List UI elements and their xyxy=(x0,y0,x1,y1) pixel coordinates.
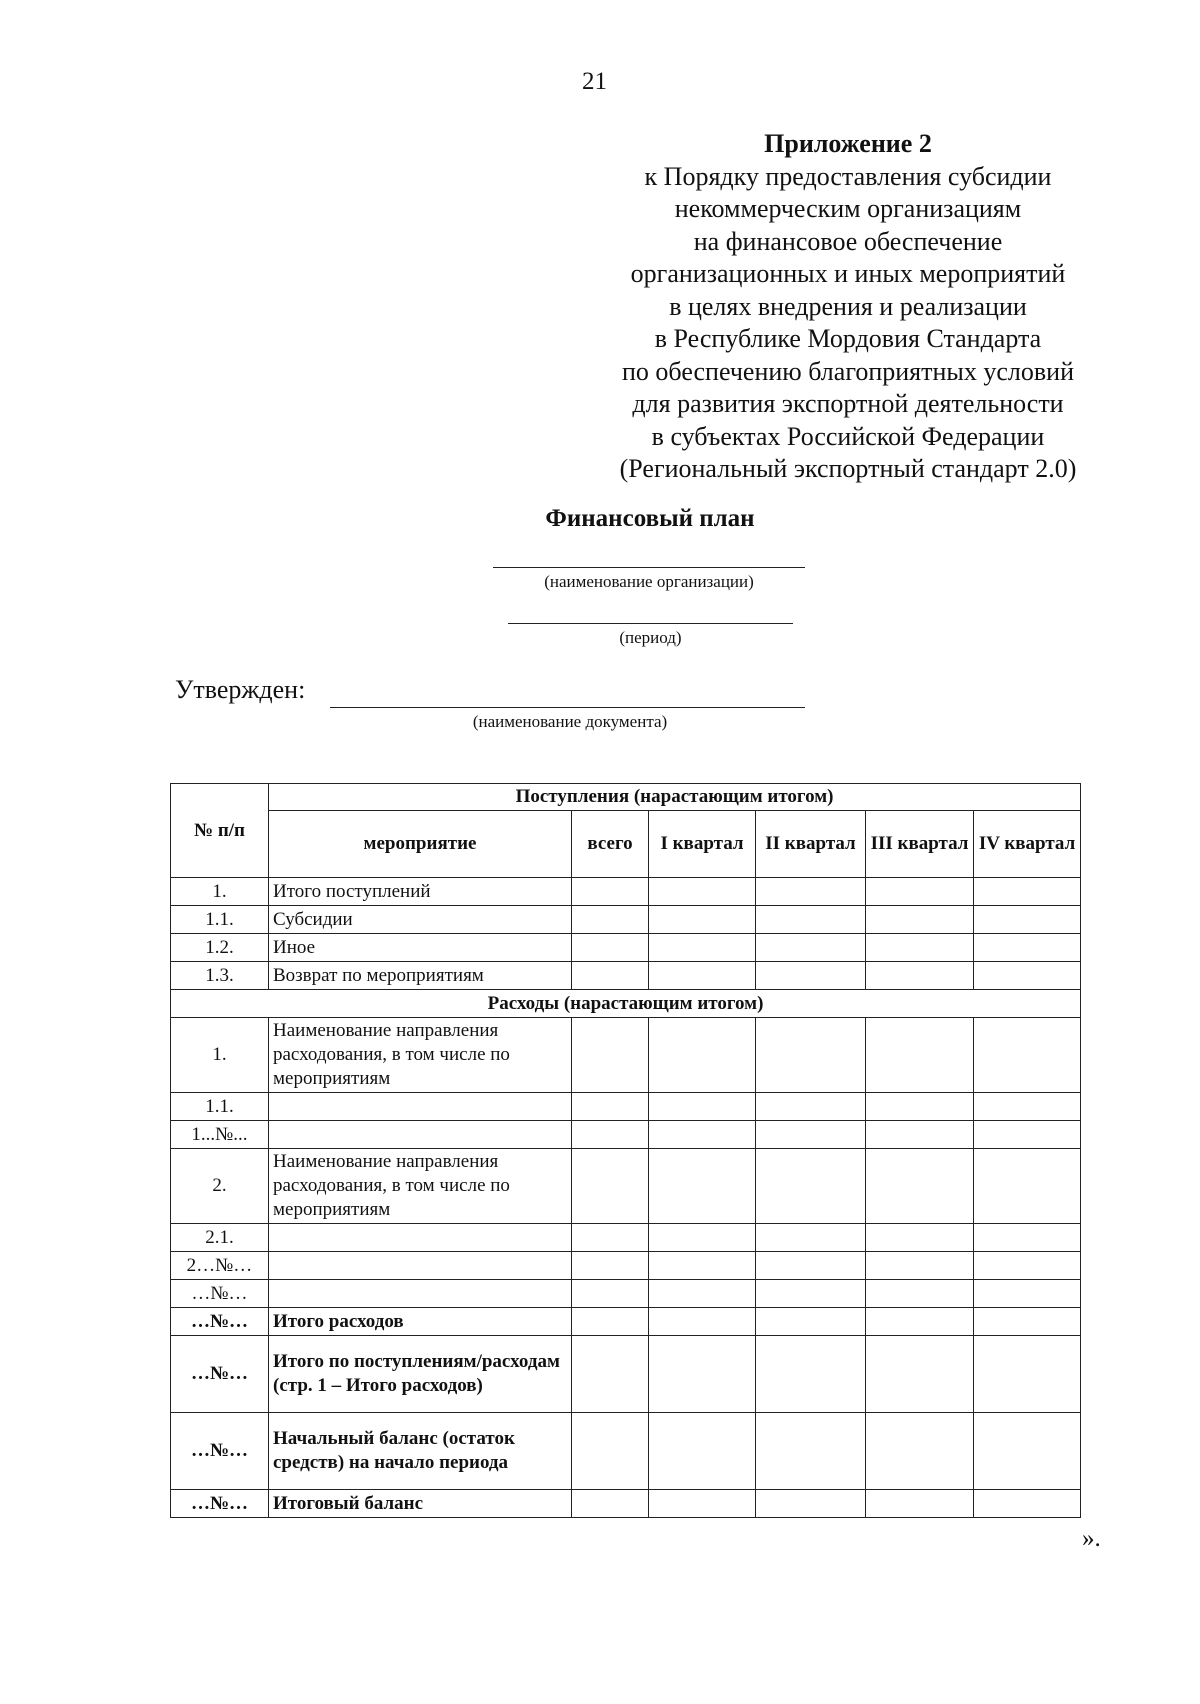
organization-caption: (наименование организации) xyxy=(544,572,754,591)
cell-q4 xyxy=(974,1224,1081,1252)
cell-q4 xyxy=(974,962,1081,990)
header-q3: III квартал xyxy=(866,811,974,878)
cell-q1 xyxy=(649,1149,756,1224)
cell-q2 xyxy=(756,934,866,962)
cell-q2 xyxy=(756,1224,866,1252)
table-row xyxy=(171,1308,1081,1336)
cell-q2 xyxy=(756,1252,866,1280)
cell-q2 xyxy=(756,1018,866,1093)
appendix-line: в целях внедрения и реализации xyxy=(669,291,1027,321)
cell-q2 xyxy=(756,1149,866,1224)
table-row xyxy=(171,1093,1081,1121)
row-name: Наименование направления расходования, в том числе по мероприятиям xyxy=(269,1149,572,1224)
cell-total xyxy=(572,1280,649,1308)
cell-q4 xyxy=(974,1490,1081,1518)
table-row xyxy=(171,878,1081,906)
row-num: …№… xyxy=(171,1308,269,1336)
cell-q2 xyxy=(756,1280,866,1308)
cell-q4 xyxy=(974,1252,1081,1280)
cell-q2 xyxy=(756,1121,866,1149)
table-row xyxy=(171,1490,1081,1518)
table-row xyxy=(171,1149,1081,1224)
row-num: 1.2. xyxy=(171,934,269,962)
cell-q3 xyxy=(866,878,974,906)
row-num: …№… xyxy=(171,1336,269,1413)
cell-q1 xyxy=(649,1018,756,1093)
row-name: Иное xyxy=(269,934,572,962)
row-name: Субсидии xyxy=(269,906,572,934)
cell-q1 xyxy=(649,1280,756,1308)
appendix-header xyxy=(588,128,1108,486)
row-name: Наименование направления расходования, в том числе по мероприятиям xyxy=(269,1018,572,1093)
financial-plan-table xyxy=(170,783,1081,1518)
cell-q4 xyxy=(974,1336,1081,1413)
cell-q3 xyxy=(866,1280,974,1308)
table-row xyxy=(171,1413,1081,1490)
cell-q4 xyxy=(974,1280,1081,1308)
cell-q3 xyxy=(866,1121,974,1149)
row-num: 2.1. xyxy=(171,1224,269,1252)
cell-q2 xyxy=(756,1308,866,1336)
cell-q4 xyxy=(974,1121,1081,1149)
row-num: 1...№... xyxy=(171,1121,269,1149)
table-row xyxy=(171,1336,1081,1413)
row-num: 2…№… xyxy=(171,1252,269,1280)
cell-total xyxy=(572,1490,649,1518)
appendix-line: к Порядку предоставления субсидии xyxy=(644,161,1052,191)
cell-q1 xyxy=(649,1490,756,1518)
header-q2: II квартал xyxy=(756,811,866,878)
financial-plan-title: Финансовый план xyxy=(545,505,755,532)
appendix-line: в субъектах Российской Федерации xyxy=(651,421,1045,451)
row-name xyxy=(269,1121,572,1149)
cell-q1 xyxy=(649,878,756,906)
header-num: № п/п xyxy=(171,784,269,878)
cell-total xyxy=(572,1252,649,1280)
cell-q1 xyxy=(649,1413,756,1490)
cell-q3 xyxy=(866,1336,974,1413)
row-num: 1.1. xyxy=(171,1093,269,1121)
cell-q3 xyxy=(866,1149,974,1224)
approved-label: Утвержден: xyxy=(175,675,306,704)
appendix-line: (Региональный экспортный стандарт 2.0) xyxy=(619,454,1077,483)
appendix-title: Приложение 2 xyxy=(764,129,932,158)
cell-q4 xyxy=(974,1308,1081,1336)
closing-quote-mark: ». xyxy=(1082,1525,1101,1552)
table-row xyxy=(171,1280,1081,1308)
cell-q2 xyxy=(756,1336,866,1413)
appendix-line: на финансовое обеспечение xyxy=(693,226,1003,256)
header-q1: I квартал xyxy=(649,811,756,878)
cell-q4 xyxy=(974,1018,1081,1093)
organization-name-line xyxy=(493,567,805,568)
cell-q1 xyxy=(649,962,756,990)
cell-q1 xyxy=(649,906,756,934)
cell-total xyxy=(572,1149,649,1224)
cell-q1 xyxy=(649,1224,756,1252)
cell-q2 xyxy=(756,1490,866,1518)
cell-q3 xyxy=(866,1224,974,1252)
cell-q4 xyxy=(974,934,1081,962)
row-num: 1. xyxy=(171,1018,269,1093)
cell-q2 xyxy=(756,962,866,990)
period-caption: (период) xyxy=(619,628,682,647)
cell-total xyxy=(572,1308,649,1336)
appendix-line: организационных и иных мероприятий xyxy=(630,259,1066,288)
period-line xyxy=(508,623,793,624)
cell-q4 xyxy=(974,878,1081,906)
cell-total xyxy=(572,878,649,906)
cell-q1 xyxy=(649,934,756,962)
header-income-group: Поступления (нарастающим итогом) xyxy=(269,784,1081,811)
row-num: …№… xyxy=(171,1280,269,1308)
document-caption: (наименование документа) xyxy=(472,712,668,731)
cell-q3 xyxy=(866,906,974,934)
row-name: Начальный баланс (остаток средств) на начало периода xyxy=(269,1413,572,1490)
appendix-line: в Республике Мордовия Стандарта xyxy=(654,324,1042,353)
appendix-line: некоммерческим организациям xyxy=(674,194,1022,223)
document-name-line xyxy=(330,707,805,708)
cell-total xyxy=(572,1413,649,1490)
cell-q4 xyxy=(974,1149,1081,1224)
row-name xyxy=(269,1252,572,1280)
cell-total xyxy=(572,1093,649,1121)
cell-total xyxy=(572,1224,649,1252)
page-number: 21 xyxy=(582,68,607,95)
row-name xyxy=(269,1280,572,1308)
table-row xyxy=(171,962,1081,990)
header-event: мероприятие xyxy=(269,811,572,878)
appendix-line: по обеспечению благоприятных условий xyxy=(622,356,1074,386)
row-num: …№… xyxy=(171,1490,269,1518)
row-name: Итого по поступлениям/расходам (стр. 1 – Итого расходов) xyxy=(269,1336,572,1413)
cell-q3 xyxy=(866,1093,974,1121)
cell-q1 xyxy=(649,1252,756,1280)
cell-total xyxy=(572,1336,649,1413)
cell-q1 xyxy=(649,1308,756,1336)
row-num: 1. xyxy=(171,878,269,906)
table-row xyxy=(171,1224,1081,1252)
cell-q3 xyxy=(866,1018,974,1093)
cell-total xyxy=(572,934,649,962)
row-num: …№… xyxy=(171,1413,269,1490)
appendix-line: для развития экспортной деятельности xyxy=(632,389,1064,418)
row-num: 1.1. xyxy=(171,906,269,934)
row-name: Итого поступлений xyxy=(269,878,572,906)
row-name: Итого расходов xyxy=(269,1308,572,1336)
cell-q3 xyxy=(866,1308,974,1336)
table-row xyxy=(171,1252,1081,1280)
table-row xyxy=(171,1121,1081,1149)
cell-q3 xyxy=(866,962,974,990)
cell-q1 xyxy=(649,1336,756,1413)
row-name xyxy=(269,1093,572,1121)
expense-section-header: Расходы (нарастающим итогом) xyxy=(171,990,1081,1018)
cell-q3 xyxy=(866,1490,974,1518)
table-row xyxy=(171,906,1081,934)
header-q4: IV квартал xyxy=(974,811,1081,878)
row-num: 2. xyxy=(171,1149,269,1224)
cell-q3 xyxy=(866,1413,974,1490)
cell-total xyxy=(572,962,649,990)
cell-q1 xyxy=(649,1121,756,1149)
row-name: Возврат по мероприятиям xyxy=(269,962,572,990)
cell-total xyxy=(572,1121,649,1149)
cell-q4 xyxy=(974,906,1081,934)
row-name: Итоговый баланс xyxy=(269,1490,572,1518)
cell-q1 xyxy=(649,1093,756,1121)
row-name xyxy=(269,1224,572,1252)
table-row xyxy=(171,1018,1081,1093)
table-row xyxy=(171,934,1081,962)
cell-total xyxy=(572,1018,649,1093)
header-total: всего xyxy=(572,811,649,878)
cell-q2 xyxy=(756,1093,866,1121)
cell-q4 xyxy=(974,1093,1081,1121)
cell-q2 xyxy=(756,878,866,906)
row-num: 1.3. xyxy=(171,962,269,990)
cell-total xyxy=(572,906,649,934)
cell-q3 xyxy=(866,1252,974,1280)
cell-q2 xyxy=(756,1413,866,1490)
cell-q4 xyxy=(974,1413,1081,1490)
cell-q2 xyxy=(756,906,866,934)
cell-q3 xyxy=(866,934,974,962)
